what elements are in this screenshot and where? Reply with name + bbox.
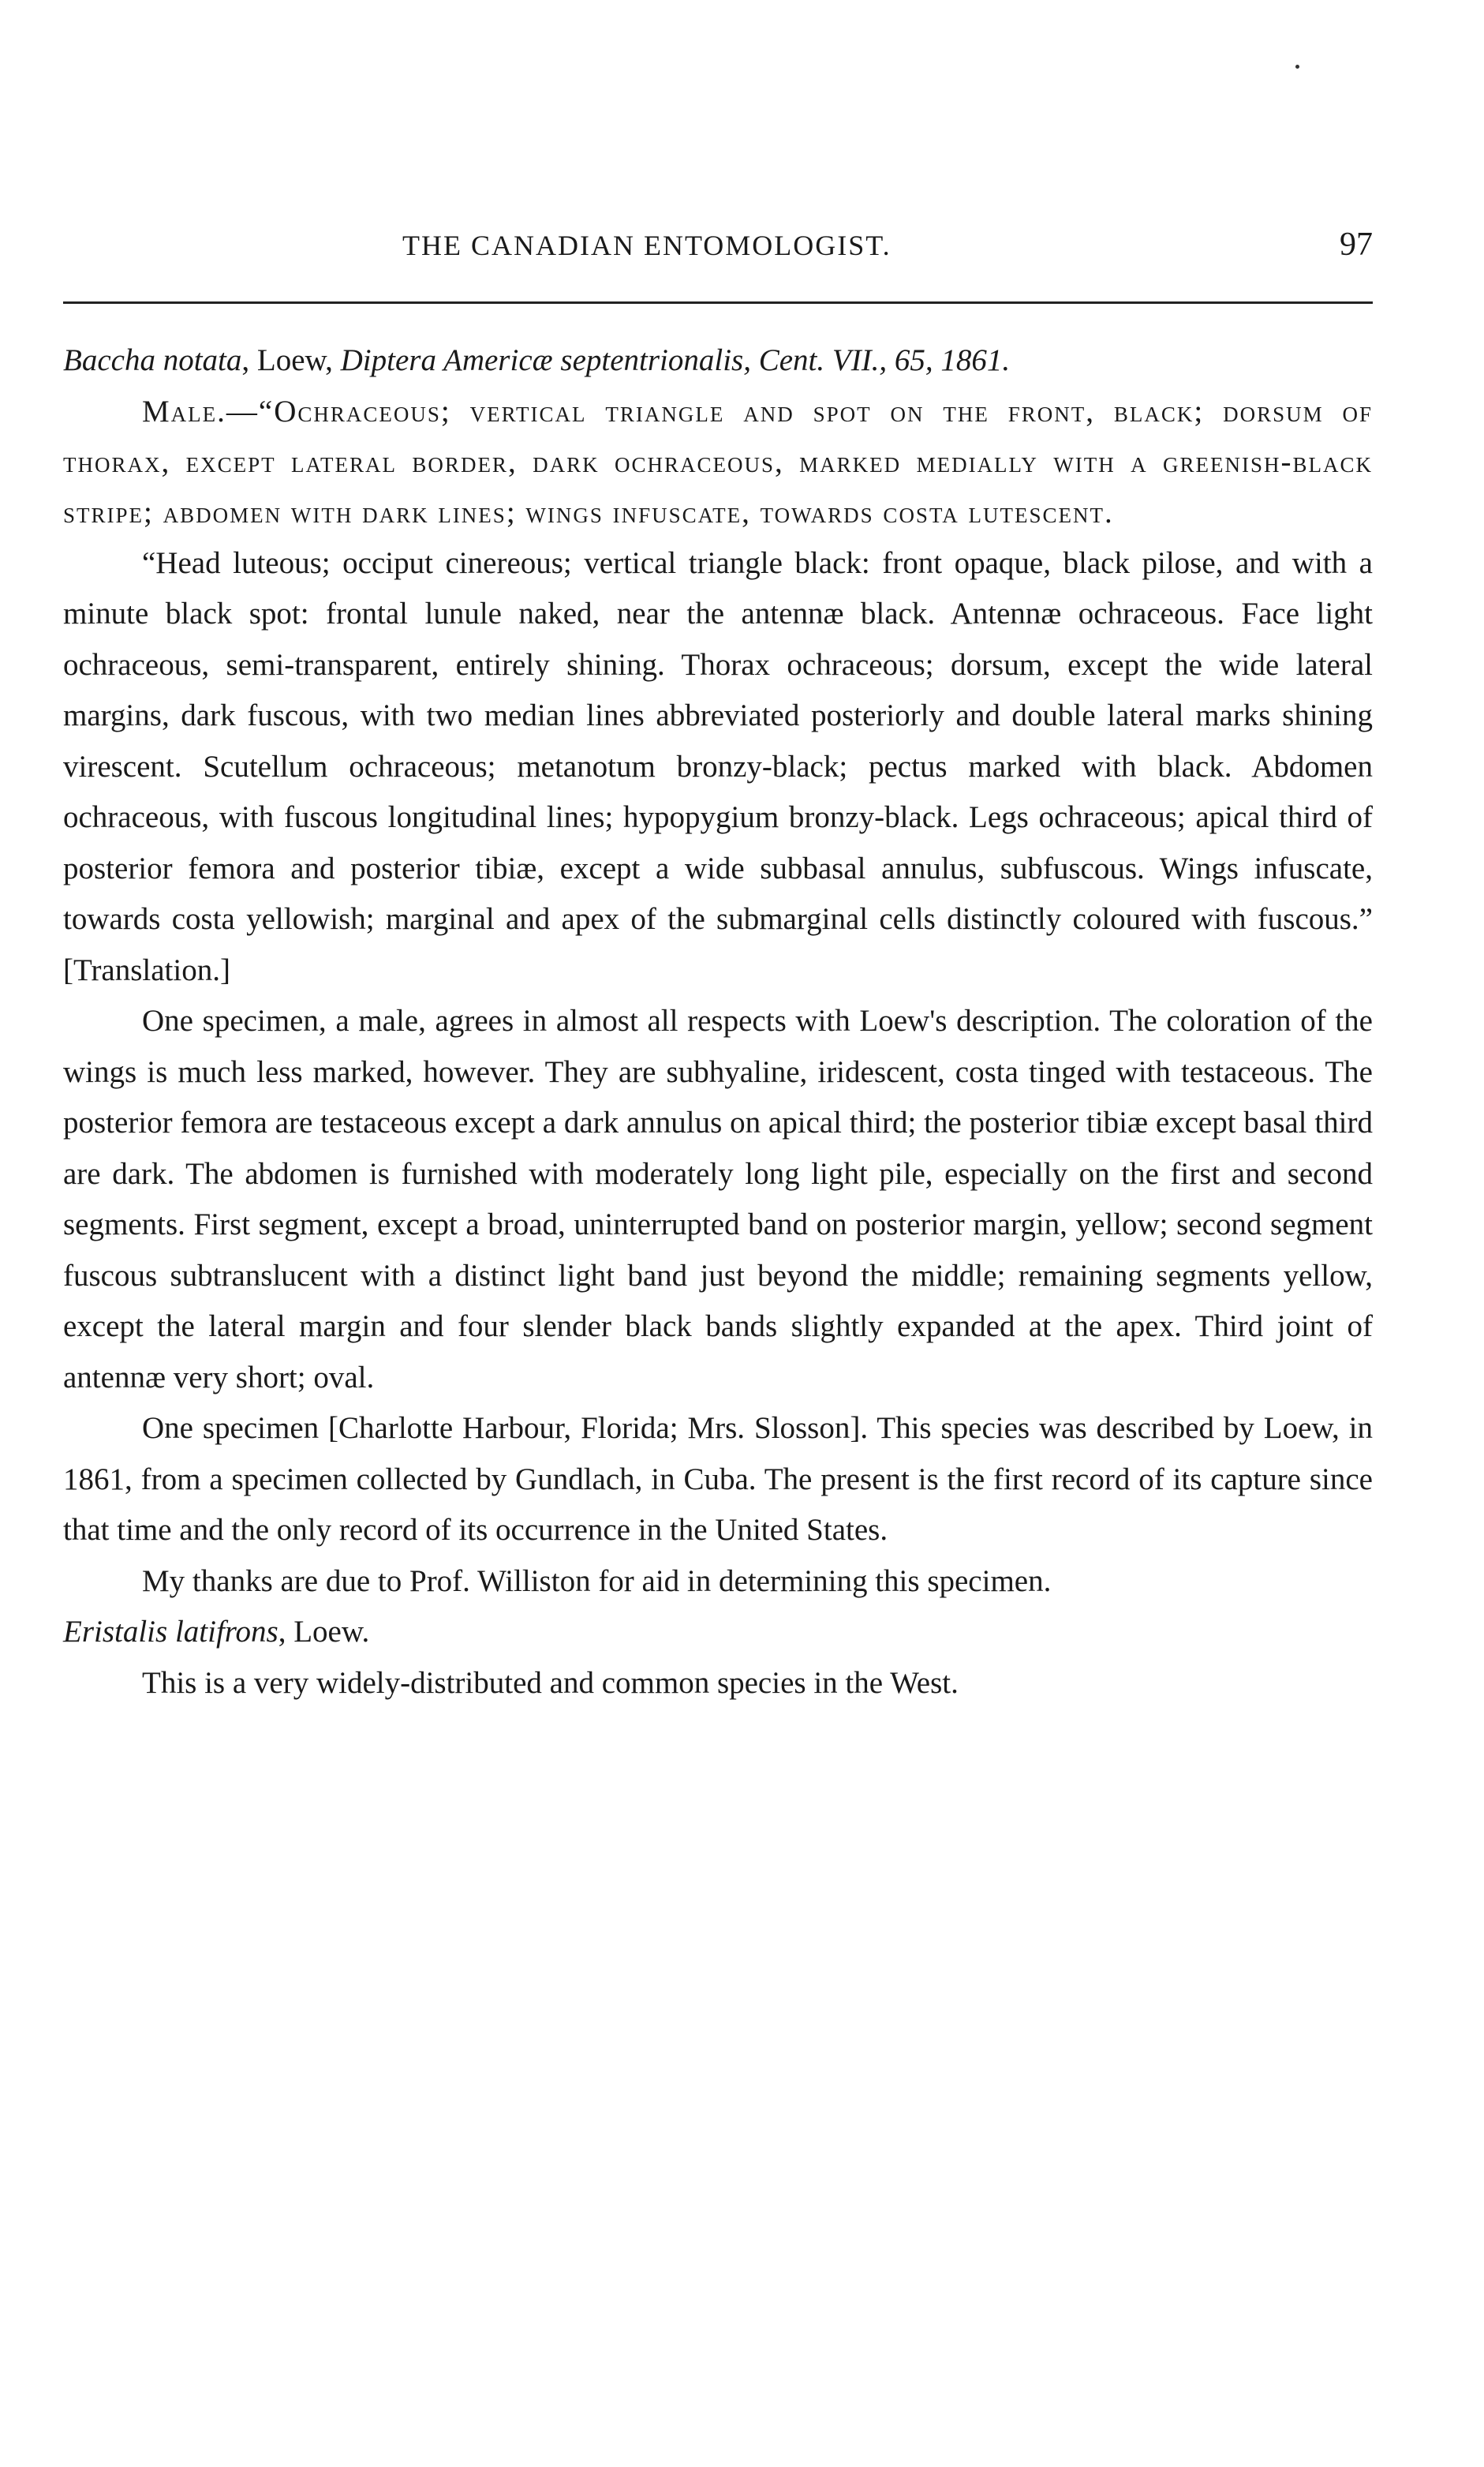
species-heading-baccha (63, 335, 1373, 387)
print-speck (1295, 65, 1299, 69)
male-diagnosis: Male.—“Ochraceous; vertical triangle and spot on the front, black; dorsum of thorax, except lateral border, dark ochraceous, marked medially with a greenish-black stripe; abdomen with dark lines; wings infuscate, towards costa lutescent. (63, 394, 1373, 530)
locality-record: One specimen [Charlotte Harbour, Florida; Mrs. Slosson]. This species was described by Loew, in 1861, from a specimen collected by Gundlach, in Cuba. The present is the first record of its capture since that time and the only record of its occurrence in the United States. (63, 1411, 1373, 1547)
page-number: 97 (1340, 226, 1373, 263)
species-name: Eristalis latifrons (63, 1615, 278, 1649)
species-citation: Diptera Americæ septentrionalis, Cent. VII., 65, 1861. (340, 343, 1011, 377)
species-author: , Loew, (241, 343, 341, 377)
eristalis-note: This is a very widely-distributed and common species in the West. (142, 1665, 959, 1700)
species-name: Baccha notata (63, 343, 242, 377)
specimen-comparison: One specimen, a male, agrees in almost all respects with Loew's description. The coloration of the wings is much less marked, however. They are subhyaline, iridescent, costa tinged with testaceous. The posterior femora are testaceous except a dark annulus on apical third; the posterior tibiæ except basal third are dark. The abdomen is furnished with moderately long light pile, especially on the first and second segments. First segment, except a broad, uninterrupted band on posterior margin, yellow; second segment fuscous subtranslucent with a distinct light band just beyond the middle; remaining segments yellow, except the lateral margin and four slender black bands slightly expanded at the apex. Third joint of antennæ very short; oval. (63, 1004, 1373, 1394)
running-header (63, 226, 1373, 276)
species-author: , Loew. (278, 1615, 370, 1649)
header-rule (63, 301, 1373, 304)
page (63, 0, 1373, 2467)
acknowledgement: My thanks are due to Prof. Williston for aid in determining this specimen. (142, 1563, 1052, 1598)
article-body (63, 335, 1373, 1709)
species-heading-eristalis (63, 1607, 1373, 1658)
translated-description: “Head luteous; occiput cinereous; vertical triangle black: front opaque, black pilose, and with a minute black spot: frontal lunule naked, near the antennæ black. Antennæ ochraceous. Face light ochraceous, semi-transparent, entirely shining. Thorax ochraceous; dorsum, except the wide lateral margins, dark fuscous, with two median lines abbreviated posteriorly and double lateral marks shining virescent. Scutellum ochraceous; metanotum bronzy-black; pectus marked with black. Abdomen ochraceous, with fuscous longitudinal lines; hypopygium bronzy-black. Legs ochraceous; apical third of posterior femora and posterior tibiæ, except a wide subbasal annulus, subfuscous. Wings infuscate, towards costa yellowish; marginal and apex of the submarginal cells distinctly coloured with fuscous.” [Translation.] (63, 545, 1373, 987)
running-title: THE CANADIAN ENTOMOLOGIST. (402, 230, 892, 261)
